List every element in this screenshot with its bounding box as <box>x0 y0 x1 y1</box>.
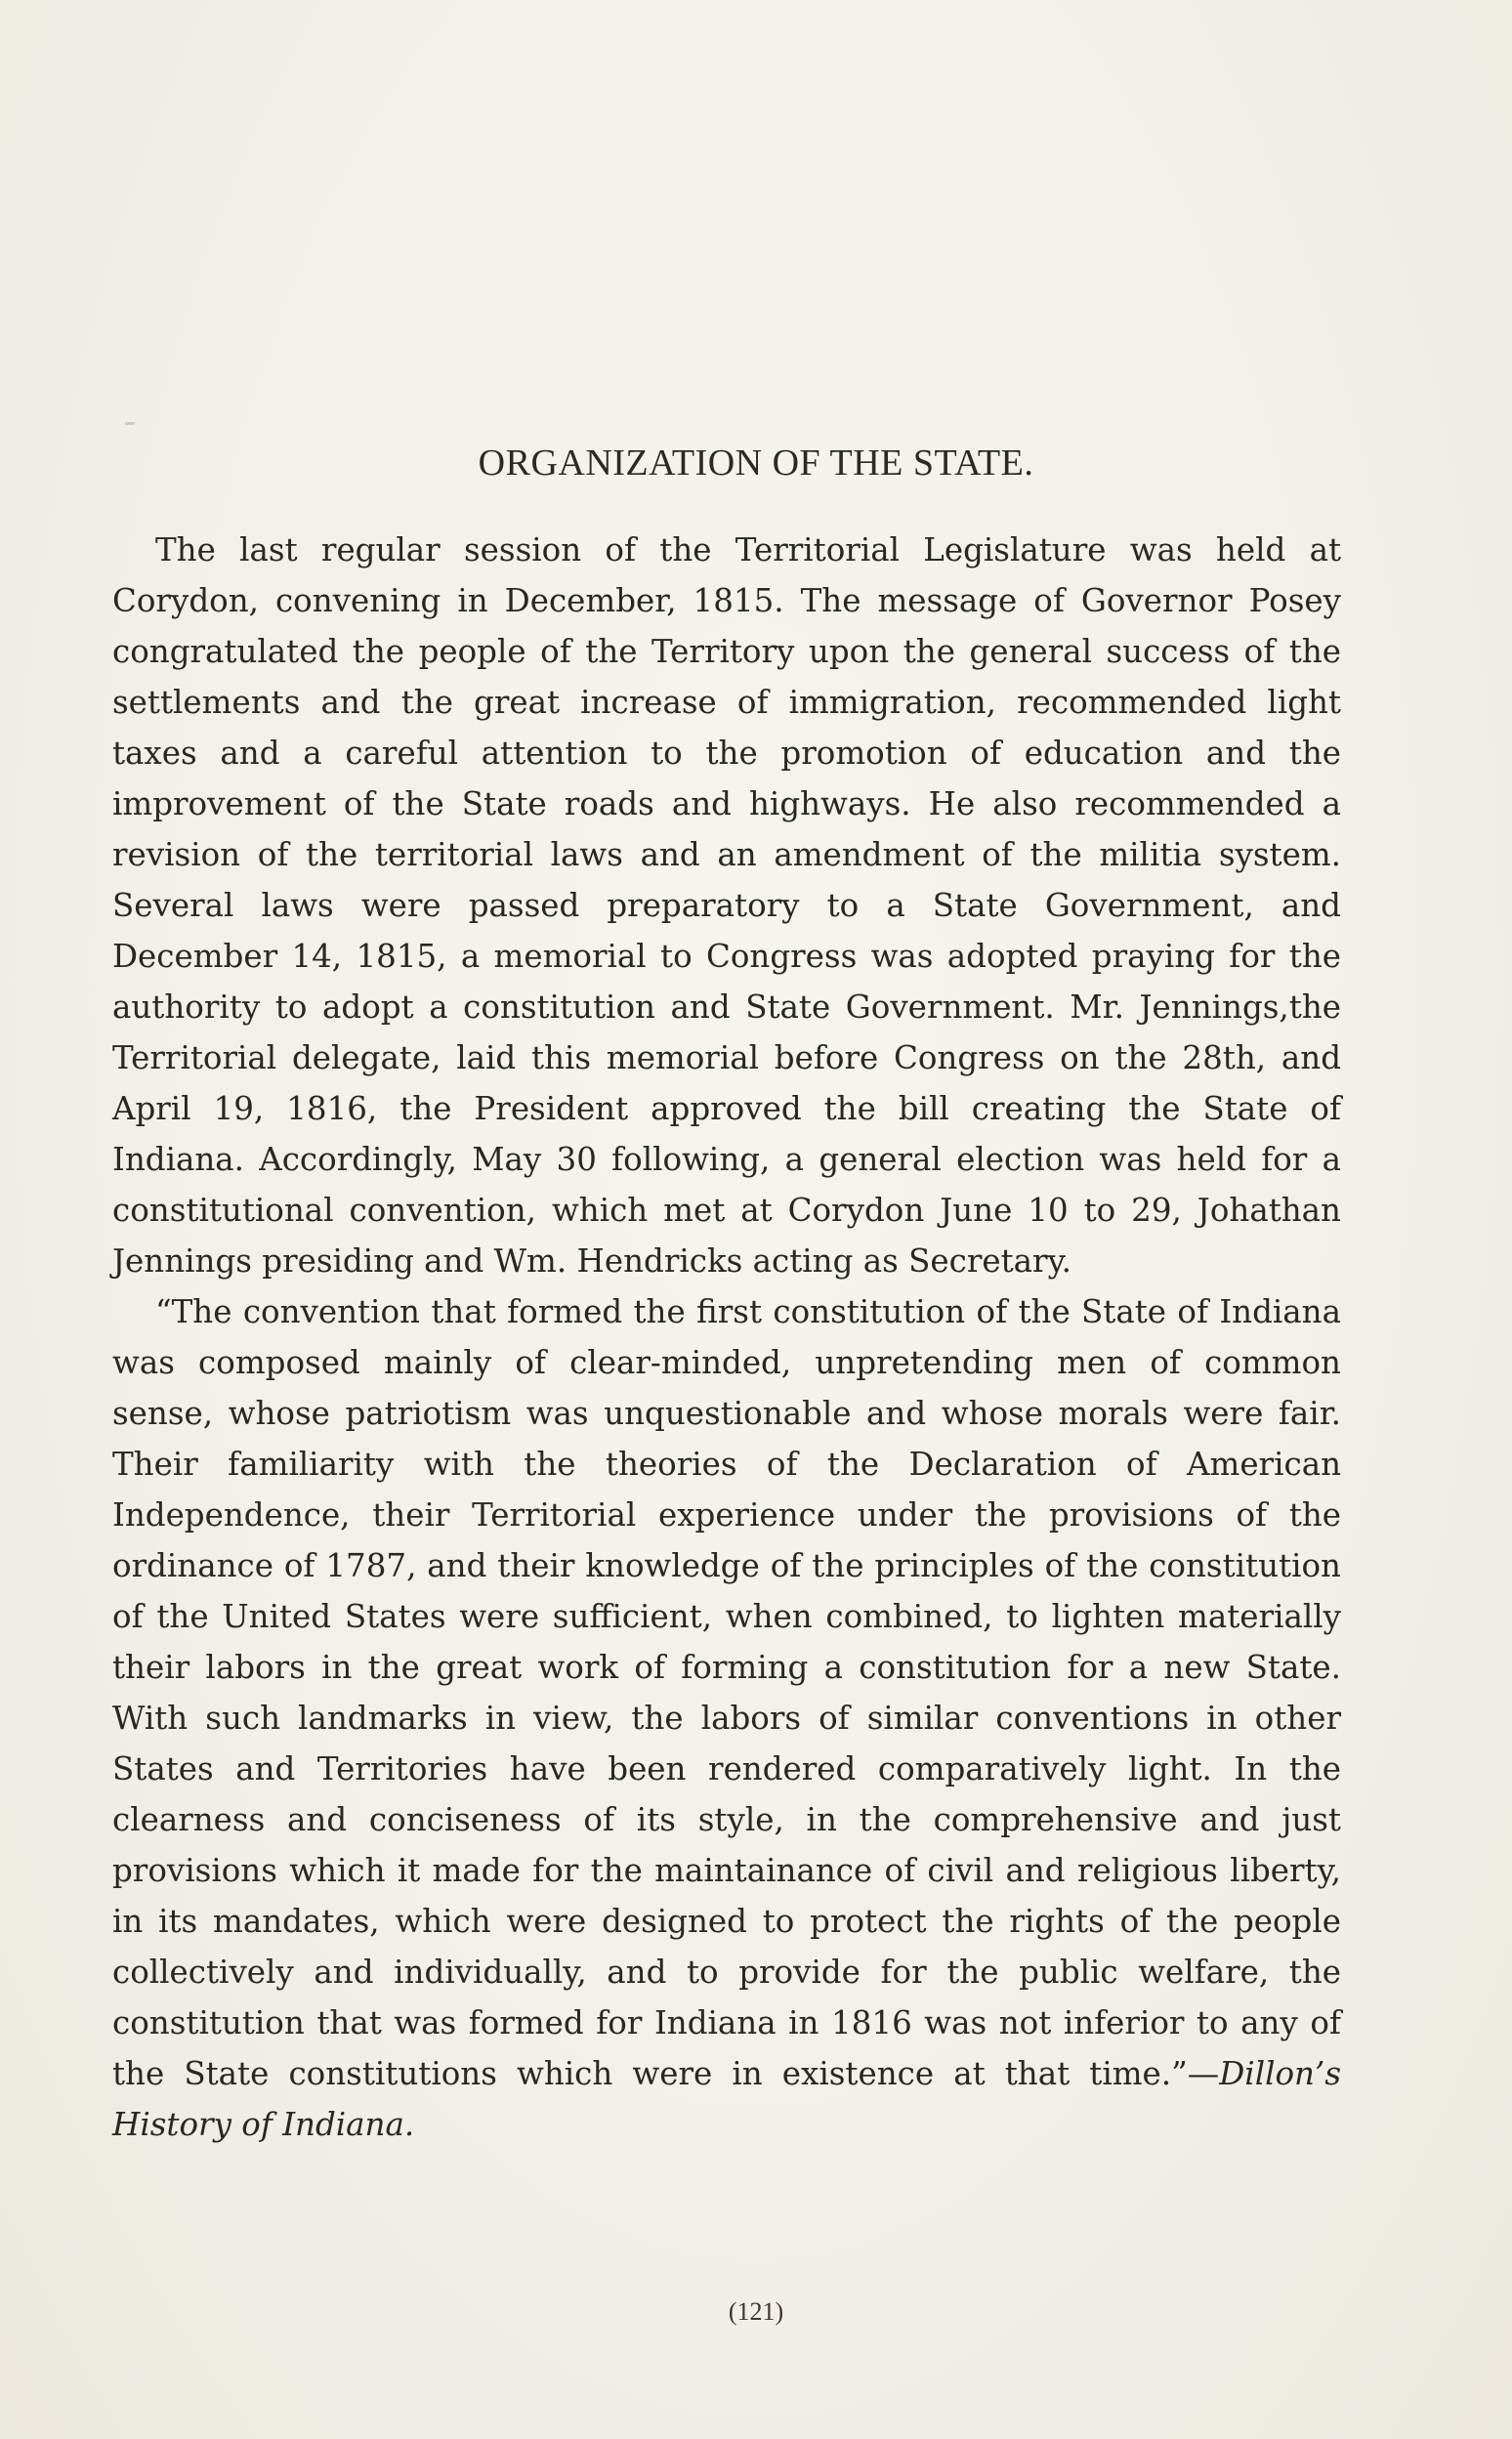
paragraph-convention-quote <box>112 1286 1341 2150</box>
page-title: ORGANIZATION OF THE STATE. <box>478 442 1034 484</box>
page-number: (121) <box>728 2297 784 2326</box>
quote-text: “The convention that formed the first constitution of the State of Indiana was composed mainly of clear-minded, unpretending men of common sense, whose patriotism was unquestionable and whose morals were fair. Their familiarity with the theories of the Declaration of American Independence, their Territorial experience under the provisions of the ordinance of 1787, and their knowledge of the principles of the constitution of the United States were sufficient, when combined, to lighten materially their labors in the great work of forming a constitution for a new State. With such landmarks in view, the labors of similar conventions in other States and Territories have been rendered comparatively light. In the clearness and conciseness of its style, in the comprehensive and just provisions which it made for the maintainance of civil and religious liberty, in its mandates, which were designed to protect the rights of the people collectively and individually, and to provide for the public welfare, the constitution that was formed for Indiana in 1816 was not inferior to any of the State constitutions which were in existence at that time.” <box>112 1293 1341 2092</box>
citation-source: Dillon’s History of Indiana. <box>112 2055 1341 2143</box>
body-text <box>112 525 1341 2150</box>
paragraph-legislature: The last regular session of the Territorial Legislature was held at Corydon, convening in December, 1815. The message of Governor Posey congratulated the people of the Territory upon the general success of the settlements and the great increase of immigration, recommended light taxes and a careful attention to the promotion of education and the improvement of the State roads and highways. He also recommended a revision of the territorial laws and an amendment of the militia system. Several laws were passed preparatory to a State Government, and December 14, 1815, a memorial to Congress was adopted praying for the authority to adopt a constitution and State Government. Mr. Jennings,the Territorial delegate, laid this memorial before Congress on the 28th, and April 19, 1816, the President approved the bill creating the State of Indiana. Accordingly, May 30 following, a general election was held for a constitutional convention, which met at Corydon June 10 to 29, Johathan Jennings presiding and Wm. Hendricks acting as Secretary. <box>112 531 1341 1280</box>
citation-dash: — <box>1187 2055 1220 2092</box>
paper-speck <box>125 422 135 425</box>
